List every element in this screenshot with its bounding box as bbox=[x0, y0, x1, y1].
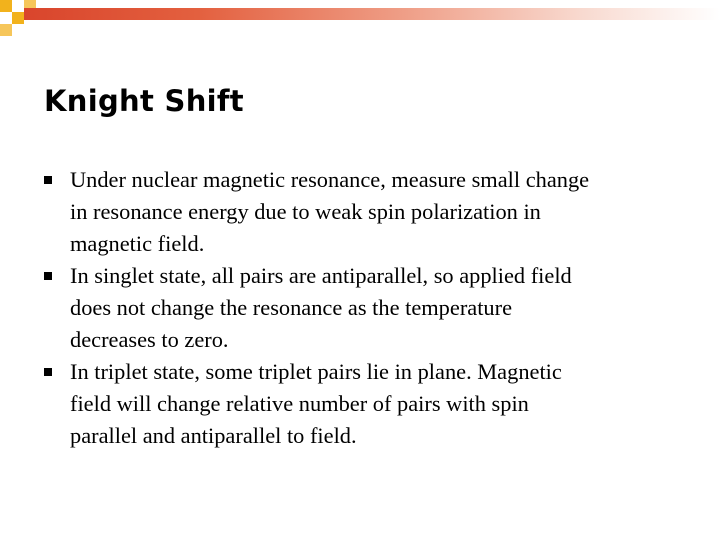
square-bullet-icon bbox=[44, 368, 52, 376]
bullet-text: Under nuclear magnetic resonance, measure small change in resonance energy due to weak spin polarization in magnetic field. bbox=[70, 167, 590, 256]
decoration-square bbox=[0, 24, 12, 36]
bullet-text: In triplet state, some triplet pairs lie in plane. Magnetic field will change relative number of pairs with spin parallel and antiparallel to field. bbox=[70, 359, 562, 448]
bullet-text: In singlet state, all pairs are antiparallel, so applied field does not change the resonance as the temperature decreases to zero. bbox=[70, 263, 572, 352]
slide-title: Knight Shift bbox=[44, 84, 244, 118]
bullet-item bbox=[44, 164, 684, 260]
decoration-square bbox=[0, 0, 12, 12]
square-bullet-icon bbox=[44, 176, 52, 184]
header-decoration-bar bbox=[24, 8, 720, 20]
decoration-square bbox=[12, 12, 24, 24]
square-bullet-icon bbox=[44, 272, 52, 280]
decoration-square bbox=[24, 0, 36, 8]
bullet-item bbox=[44, 260, 684, 356]
bullet-item bbox=[44, 356, 684, 452]
bullet-list bbox=[44, 164, 684, 452]
